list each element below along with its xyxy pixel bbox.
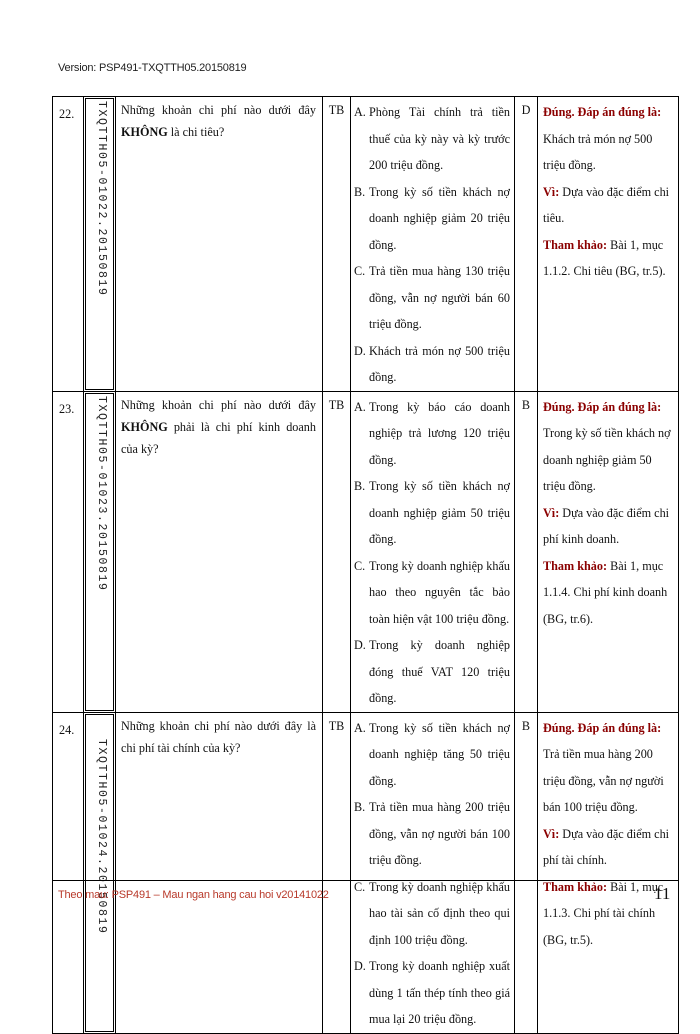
feedback <box>538 391 679 712</box>
question-code: TXQTTH05-01022.20150819 <box>95 101 108 297</box>
feedback-reason: Vì: Dựa vào đặc điểm chi phí kinh doanh. <box>543 505 670 546</box>
question-code: TXQTTH05-01023.20150819 <box>95 395 108 592</box>
feedback-correct: Đúng. Đáp án đúng là: Trong kỳ số tiền khách nợ doanh nghiệp giảm 50 triệu đồng. <box>543 399 671 493</box>
footer-divider <box>52 880 679 881</box>
feedback-reason: Vì: Dựa vào đặc điểm chi phí tài chính. <box>543 826 670 867</box>
feedback-correct: Đúng. Đáp án đúng là: Khách trả món nợ 500 triệu đồng. <box>543 105 662 172</box>
version-label: Version: PSP491-TXQTTH05.20150819 <box>58 62 247 74</box>
question-code-cell <box>84 391 116 712</box>
question-number: 22. <box>53 97 84 392</box>
question-row <box>53 712 679 1033</box>
question-text: Những khoản chi phí nào dưới đây KHÔNG là chi tiêu? <box>116 97 323 392</box>
difficulty-level: TB <box>323 97 351 392</box>
question-text: Những khoản chi phí nào dưới đây là chi phí tài chính của kỳ? <box>116 712 323 1033</box>
feedback <box>538 712 679 1033</box>
feedback-reference: Tham khảo: Bài 1, mục 1.1.3. Chi phí tài chính (BG, tr.5). <box>543 879 664 947</box>
page-number: 11 <box>654 884 671 903</box>
option-c: C. Trả tiền mua hàng 130 triệu đồng, vẫn nợ người bán 60 triệu đồng. <box>354 264 510 331</box>
option-b: B. Trong kỳ số tiền khách nợ doanh nghiệp giảm 50 triệu đồng. <box>354 479 510 546</box>
option-b: B. Trả tiền mua hàng 200 triệu đồng, vẫn nợ người bán 100 triệu đồng. <box>354 800 510 867</box>
question-number: 23. <box>53 391 84 712</box>
option-c: C. Trong kỳ doanh nghiệp khấu hao tài sản cố định theo qui định 100 triệu đồng. <box>354 879 510 947</box>
option-d: D. Trong kỳ doanh nghiệp đóng thuế VAT 120 triệu đồng. <box>354 638 510 705</box>
question-text: Những khoản chi phí nào dưới đây KHÔNG phải là chi phí kinh doanh của kỳ? <box>116 391 323 712</box>
question-row <box>53 97 679 392</box>
answer-options <box>351 712 515 1033</box>
question-row <box>53 391 679 712</box>
option-b: B. Trong kỳ số tiền khách nợ doanh nghiệp giảm 20 triệu đồng. <box>354 184 510 252</box>
option-d: D. Khách trả món nợ 500 triệu đồng. <box>354 343 510 384</box>
option-a: A. Phòng Tài chính trả tiền thuế của kỳ này và kỳ trước 200 triệu đồng. <box>354 105 510 172</box>
answer-options <box>351 391 515 712</box>
feedback-correct: Đúng. Đáp án đúng là: Trả tiền mua hàng 200 triệu đồng, vẫn nợ người bán 100 triệu đồng. <box>543 720 664 814</box>
difficulty-level: TB <box>323 391 351 712</box>
option-a: A. Trong kỳ số tiền khách nợ doanh nghiệp tăng 50 triệu đồng. <box>354 720 510 788</box>
answer-options <box>351 97 515 392</box>
footer-template-label: Theo mau: PSP491 – Mau ngan hang cau hoi v20141022 <box>58 889 329 901</box>
difficulty-level: TB <box>323 712 351 1033</box>
feedback <box>538 97 679 392</box>
correct-answer: B <box>515 712 538 1033</box>
question-code: TXQTTH05-01024.20150819 <box>95 738 108 935</box>
question-code-cell <box>84 712 116 1033</box>
correct-answer: B <box>515 391 538 712</box>
option-c: C. Trong kỳ doanh nghiệp khấu hao theo nguyên tắc bảo toàn hiện vật 100 triệu đồng. <box>354 558 510 626</box>
feedback-reason: Vì: Dựa vào đặc điểm chi tiêu. <box>543 184 670 225</box>
feedback-reference: Tham khảo: Bài 1, mục 1.1.4. Chi phí kinh doanh (BG, tr.6). <box>543 558 668 626</box>
correct-answer: D <box>515 97 538 392</box>
question-number: 24. <box>53 712 84 1033</box>
feedback-reference: Tham khảo: Bài 1, mục 1.1.2. Chi tiêu (BG, tr.5). <box>543 237 666 278</box>
option-d: D. Trong kỳ doanh nghiệp xuất dùng 1 tấn thép tính theo giá mua lại 20 triệu đồng. <box>354 959 510 1026</box>
question-code-cell <box>84 97 116 392</box>
option-a: A. Trong kỳ báo cáo doanh nghiệp trả lương 120 triệu đồng. <box>354 399 510 467</box>
